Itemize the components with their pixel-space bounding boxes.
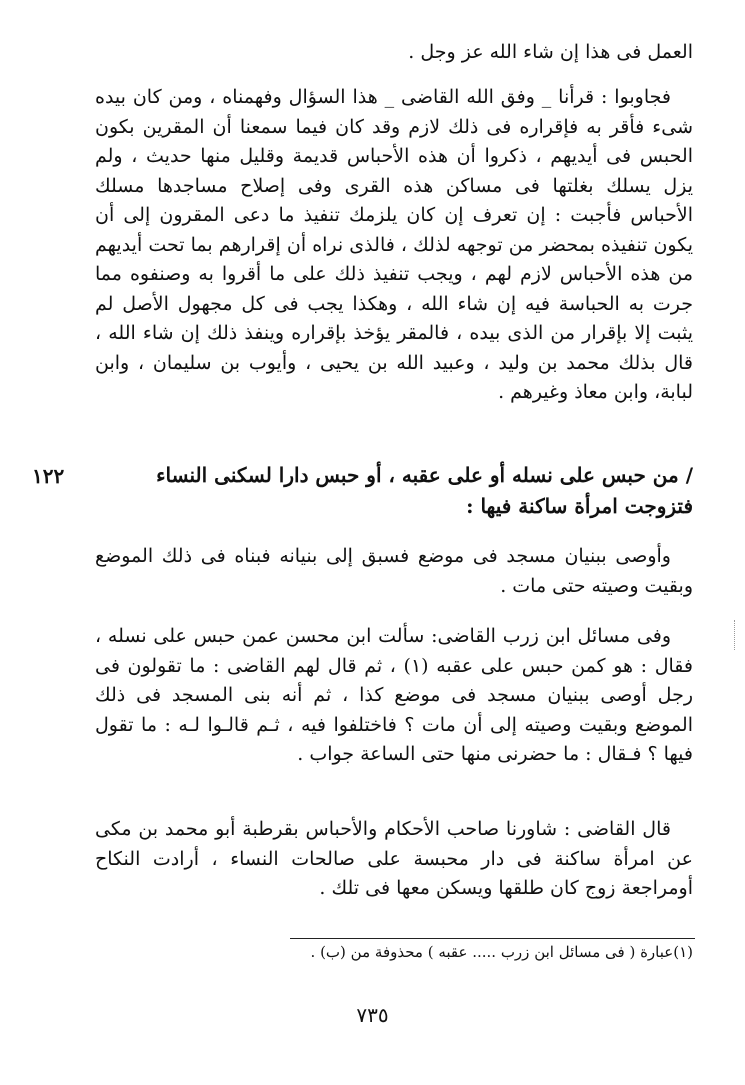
paragraph-judge: قال القاضى : شاورنا صاحب الأحكام والأحباس بقرطبة أبو محمد بن مكى عن امرأة ساكنة فى دار محبسة على صالحات النساء ، أرادت النكاح أومراجعة زوج كان طلقها ويسكن معها فى تلك . <box>95 818 693 899</box>
footnote: (١)عبارة ( فى مسائل ابن زرب ..... عقبه ) محذوفة من (ب) . <box>310 943 693 961</box>
margin-mark <box>734 620 735 650</box>
page-number: ٧٣٥ <box>356 1003 389 1027</box>
paragraph-answer: فجاوبوا : قرأنا _ وفق الله القاضى _ هذا السؤال وفهمناه ، ومن كان بيده شىء فأقر به فإقراره فى ذلك لازم وقد كان فيما سمعنا أن المقرين بكون الحبس فى أيديهم ، ذكروا أن هذه الأحباس قديمة وقليل منها حديث ، ولم يزل يسلك بغلتها فى مساكن هذه القرى وفى إصلاح مساجدها مسلك الأحباس فأجبت : إن تعرف إن كان يلزمك تنفيذ ما دعى المقرون إلى أن يكون تنفيذه بمحضر من توجهه لذلك ، فالذى نراه أن إقرارهم بما تحت أيديهم من هذه الأحباس لازم لهم ، ويجب تنفيذ ذلك على ما أقروا به وصنفوه مما جرت به الحباسة فيه إن شاء الله ، وهكذا يجب فى كل مجهول الأصل لم يثبت إلا بإقرار من الذى بيده ، فالمقر يؤخذ بإقراره وينفذ ذلك إن شاء الله ، قال بذلك محمد بن وليد ، وعبيد الله بن يحيى ، وأيوب بن سليمان ، وابن لبابة، وابن معاذ وغيرهم . <box>95 86 693 403</box>
footnote-divider <box>290 938 695 939</box>
paragraph-ibn-zarb: وفى مسائل ابن زرب القاضى: سألت ابن محسن عمن حبس على نسله ، فقال : هو كمن حبس على عقبه (١) ، ثم قال لهم القاضى : ما تقولون فى رجل أوصى ببنيان مسجد فى موضع كذا ، ثم أنه بنى المسجد فى ذلك الموضع وبقيت وصيته إلى أن مات ؟ فاختلفوا فيه ، ثـم قالـوا لـه : ما تقول فيها ؟ فـقال : ما حضرنى منها حتى الساعة جواب . <box>95 625 693 765</box>
section-heading: / من حبس على نسله أو على عقبه ، أو حبس دارا لسكنى النساء فتزوجت امرأة ساكنة فيها : <box>156 463 693 518</box>
paragraph-intro: العمل فى هذا إن شاء الله عز وجل . <box>408 41 693 63</box>
paragraph-bequest: وأوصى ببنيان مسجد فى موضع فسبق إلى بنيانه فبناه فى ذلك الموضع وبقيت وصيته حتى مات . <box>95 545 693 597</box>
margin-section-number: ١٢٢ <box>32 464 65 488</box>
